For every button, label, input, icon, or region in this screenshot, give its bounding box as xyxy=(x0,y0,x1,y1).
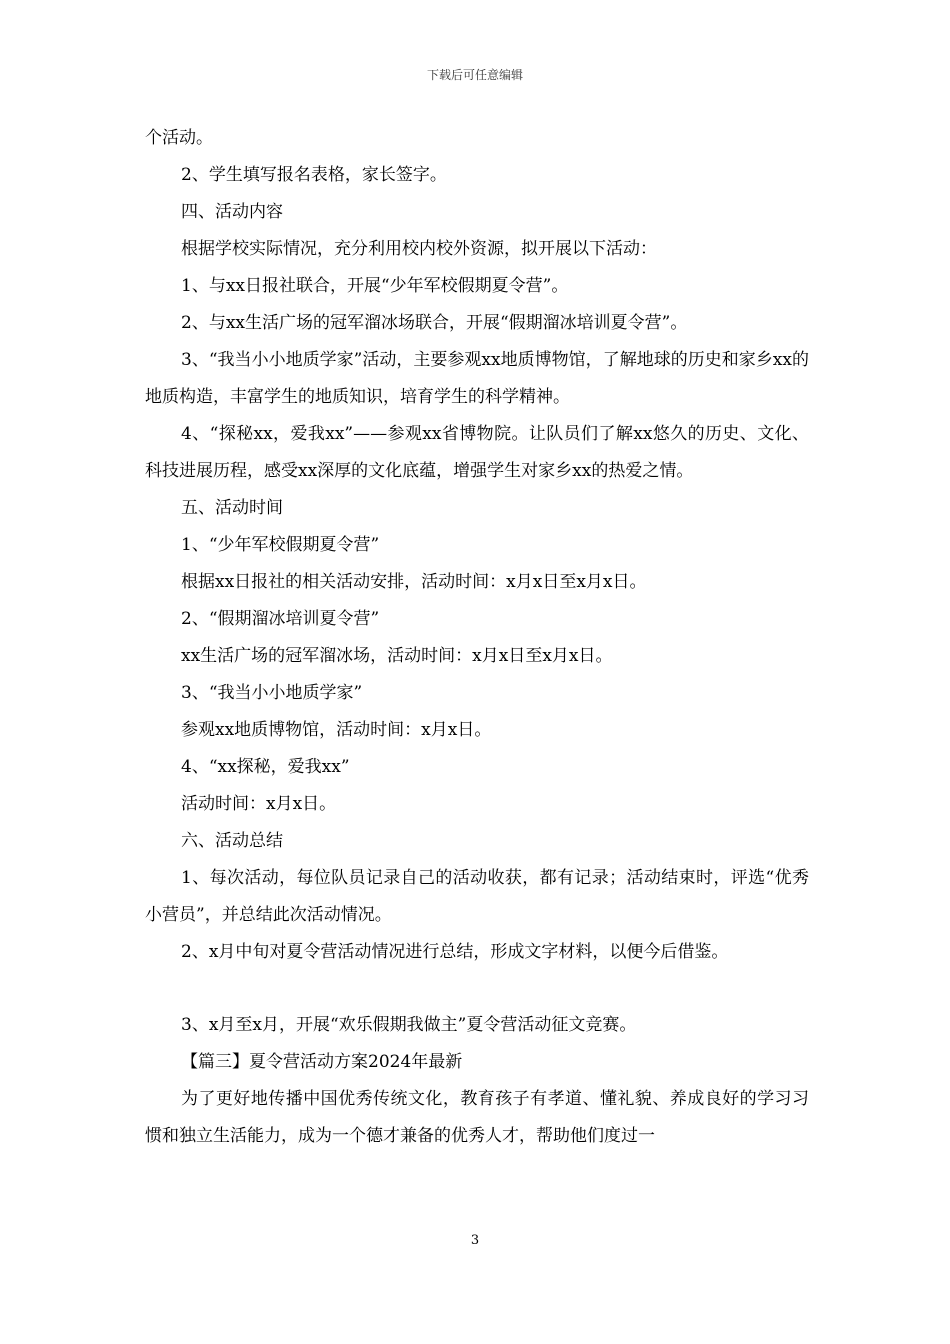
paragraph: 根据学校实际情况，充分利用校内校外资源，拟开展以下活动： xyxy=(181,239,657,259)
paragraph: xx生活广场的冠军溜冰场，活动时间：x月x日至x月x日。 xyxy=(181,646,613,666)
list-item: 3、“我当小小地质学家”活动，主要参观xx地质博物馆，了解地球的历史和家乡xx的地质构造，丰富学生的地质知识，培育学生的科学精神。 xyxy=(145,350,809,407)
paragraph: 活动时间：x月x日。 xyxy=(181,794,337,814)
list-item: 2、“假期溜冰培训夏令营” xyxy=(181,609,380,629)
paragraph: 为了更好地传播中国优秀传统文化，教育孩子有孝道、懂礼貌、养成良好的学习习惯和独立生活能力，成为一个德才兼备的优秀人才，帮助他们度过一 xyxy=(145,1089,809,1146)
list-item: 2、与xx生活广场的冠军溜冰场联合，开展“假期溜冰培训夏令营”。 xyxy=(181,313,688,333)
paragraph: 2、学生填写报名表格，家长签字。 xyxy=(181,165,447,185)
list-item: 3、“我当小小地质学家” xyxy=(181,683,363,703)
list-item: 4、“xx探秘，爱我xx” xyxy=(181,757,350,777)
list-item: 4、“探秘xx，爱我xx”——参观xx省博物院。让队员们了解xx悠久的历史、文化、科技进展历程，感受xx深厚的文化底蕴，增强学生对家乡xx的热爱之情。 xyxy=(145,424,809,481)
list-item: 1、“少年军校假期夏令营” xyxy=(181,535,380,555)
list-item: 3、x月至x月，开展“欢乐假期我做主”夏令营活动征文竞赛。 xyxy=(181,1015,637,1035)
paragraph: 参观xx地质博物馆，活动时间：x月x日。 xyxy=(181,720,492,740)
page-header: 下载后可任意编辑 xyxy=(426,68,523,82)
blank-line xyxy=(145,971,809,1007)
section-heading: 五、活动时间 xyxy=(181,498,283,518)
paragraph: 根据xx日报社的相关活动安排，活动时间：x月x日至x月x日。 xyxy=(181,572,647,592)
document-body xyxy=(145,120,809,1155)
chapter-heading: 【篇三】夏令营活动方案2024年最新 xyxy=(181,1052,463,1072)
section-heading: 四、活动内容 xyxy=(181,202,283,222)
list-item: 1、每次活动，每位队员记录自己的活动收获，都有记录；活动结束时，评选“优秀小营员”，并总结此次活动情况。 xyxy=(145,868,809,925)
list-item: 1、与xx日报社联合，开展“少年军校假期夏令营”。 xyxy=(181,276,569,296)
section-heading: 六、活动总结 xyxy=(181,831,283,851)
paragraph: 个活动。 xyxy=(145,128,213,148)
page-number: 3 xyxy=(470,1233,480,1248)
list-item: 2、x月中旬对夏令营活动情况进行总结，形成文字材料，以便今后借鉴。 xyxy=(181,942,729,962)
